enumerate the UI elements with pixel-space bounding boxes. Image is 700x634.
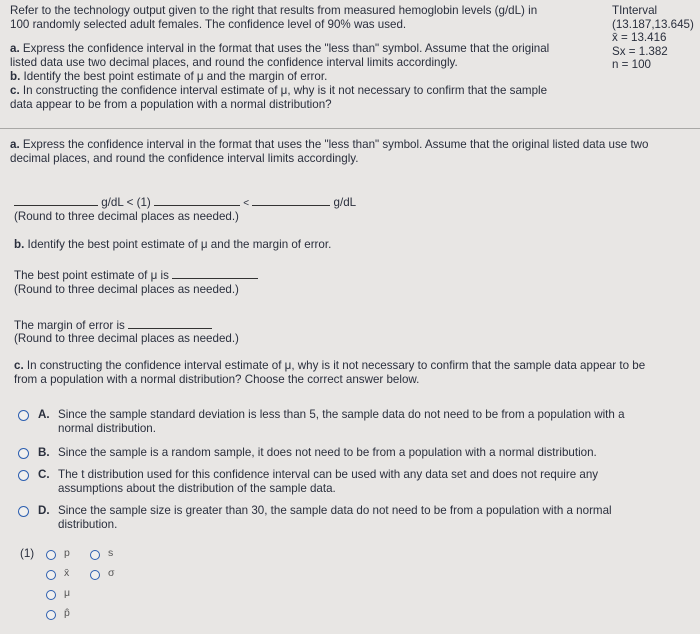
divider xyxy=(0,128,700,129)
tinterval-interval: (13.187,13.645) xyxy=(612,17,694,31)
problem-c-line2: data appear to be from a population with a normal distribution? xyxy=(10,98,332,111)
option-d-text[interactable]: Since the sample size is greater than 30, the sample data do not need to be from a population with a normal distribution. xyxy=(58,504,612,531)
point-estimate-label: The best point estimate of μ is xyxy=(14,269,169,282)
round-note-b2: (Round to three decimal places as needed.) xyxy=(14,332,239,345)
choice-mu-radio[interactable] xyxy=(46,590,56,600)
choices-1-label: (1) xyxy=(20,547,35,560)
option-d-letter: D. xyxy=(38,504,50,517)
part-b-question: b. Identify the best point estimate of μ and the margin of error. xyxy=(14,238,332,251)
option-c-text[interactable]: The t distribution used for this confidence interval can be used with any data set and does not require any assumptions about the distribution of the sample data. xyxy=(58,468,599,495)
margin-label: The margin of error is xyxy=(14,319,125,332)
ci-dropdown-1[interactable] xyxy=(154,193,240,206)
part-a-question: a. Express the confidence interval in the format that uses the "less than" symbol. Assume that the original listed data use two decimal places, and round the confidence interval limits accordingly. xyxy=(10,138,649,165)
choice-s-radio[interactable] xyxy=(90,550,100,560)
option-b-radio[interactable] xyxy=(18,448,29,459)
part-c-question: c. In constructing the confidence interval estimate of μ, why is it not necessary to confirm that the sample data appear to be from a population with a normal distribution? Choose the correct answer below. xyxy=(14,359,646,386)
option-a-radio[interactable] xyxy=(18,410,29,421)
tinterval-title: TInterval xyxy=(612,4,658,17)
ci-lt-symbol: < xyxy=(243,198,250,209)
problem-b: b. Identify the best point estimate of μ and the margin of error. xyxy=(10,70,328,83)
option-b-text[interactable]: Since the sample is a random sample, it does not need to be from a population with a normal distribution. xyxy=(58,446,597,459)
ci-answer-row xyxy=(14,193,356,211)
round-note-a: (Round to three decimal places as needed.) xyxy=(14,210,239,223)
choice-s-symbol: s xyxy=(108,547,114,559)
tinterval-sx: Sx = 1.382 xyxy=(612,44,668,58)
problem-intro-line1: Refer to the technology output given to the right that results from measured hemoglobin levels (g/dL) in xyxy=(10,4,538,17)
option-d-radio[interactable] xyxy=(18,506,29,517)
margin-row xyxy=(14,316,212,333)
choice-phat-radio[interactable] xyxy=(46,610,56,620)
choice-p-radio[interactable] xyxy=(46,550,56,560)
choice-xbar-radio[interactable] xyxy=(46,570,56,580)
problem-a: a. Express the confidence interval in the format that uses the "less than" symbol. Assume that the original xyxy=(10,42,550,55)
choice-sigma-radio[interactable] xyxy=(90,570,100,580)
margin-input[interactable] xyxy=(128,316,212,329)
choice-p-symbol: p xyxy=(64,547,70,559)
problem-intro-line2: 100 randomly selected adult females. The confidence level of 90% was used. xyxy=(10,18,407,31)
problem-statement xyxy=(10,4,570,112)
round-note-b1: (Round to three decimal places as needed.) xyxy=(14,283,239,296)
ci-unit-upper: g/dL xyxy=(333,196,357,209)
point-estimate-input[interactable] xyxy=(172,266,258,279)
ci-unit-lower: g/dL < (1) xyxy=(101,196,151,209)
option-b-letter: B. xyxy=(38,446,50,459)
option-c-radio[interactable] xyxy=(18,470,29,481)
option-c-letter: C. xyxy=(38,468,50,481)
tinterval-xbar: x̄ = 13.416 xyxy=(612,31,667,44)
ci-lower-input[interactable] xyxy=(14,193,98,206)
problem-a-line2: listed data use two decimal places, and round the confidence interval limits accordingly. xyxy=(10,56,458,69)
choice-xbar-symbol: x̄ xyxy=(64,567,70,579)
ci-upper-input[interactable] xyxy=(252,193,330,206)
choice-sigma-symbol: σ xyxy=(108,567,115,579)
tinterval-output xyxy=(612,4,694,72)
tinterval-n: n = 100 xyxy=(612,58,652,71)
option-a-text[interactable]: Since the sample standard deviation is less than 5, the sample data do not need to be from a population with a normal distribution. xyxy=(58,408,625,435)
choice-mu-symbol: μ xyxy=(64,587,71,599)
option-a-letter: A. xyxy=(38,408,50,421)
point-estimate-row xyxy=(14,266,258,283)
problem-c: c. In constructing the confidence interval estimate of μ, why is it not necessary to confirm that the sample xyxy=(10,84,548,97)
choice-phat-symbol: p̂ xyxy=(64,607,70,619)
